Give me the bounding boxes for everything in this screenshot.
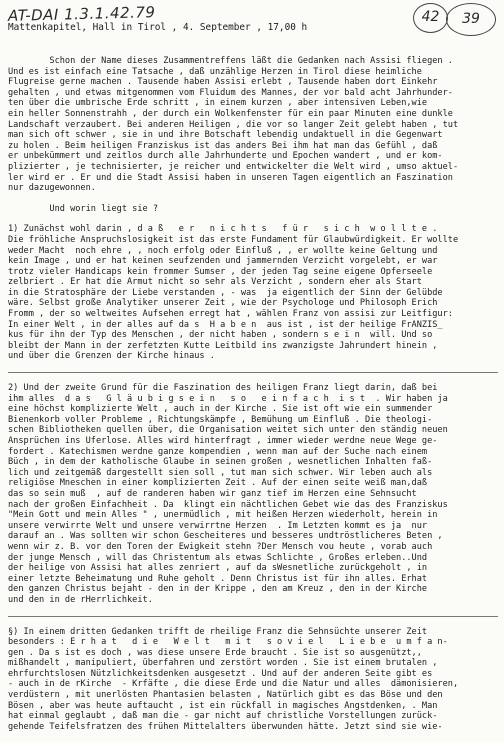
text-line: zu holen . Beim heiligen Franziskus ist das anders Bei ihm hat man das Gefühl , daß — [8, 140, 438, 151]
text-line: Schon der Name dieses Zusammentreffens läßt die Gedanken nach Assisi fliegen . — [8, 56, 453, 66]
paragraph-3 — [8, 224, 496, 362]
text-line: schen Bibliotheken quellen über, die Organisation weitet sich unter den ständig neuen — [8, 425, 448, 436]
text-line: eine höchst komplizierte Welt , auch in der Kirche . Sie ist oft wie ein summender — [8, 404, 433, 415]
text-line: kus für ihn der Typ des Menschen , der nicht haben , sondern s e i n will. Und so — [8, 330, 433, 341]
text-line: ehrfurchtslosen Nützlichkeitsdenken ausgesetzt . Und auf der anderen Seite gibt es — [8, 668, 433, 679]
text-line: Ansprüchen ins Uferlose. Alles wird hinterfragt , immer wieder werdne neue Wege ge- — [8, 436, 438, 446]
document-header-line: Mattenkapitel, Hall in Tirol , 4. September , 17,00 h — [8, 22, 308, 33]
text-line: weder Macht noch ehre , , noch erfolg oder Einfluß , , er wollte keine Geltung und — [8, 245, 438, 256]
handwritten-archive-signature: AT-DAI 1.3.1.42.79 — [7, 3, 156, 25]
text-line: man sich oft schwer , sie in und ihre Botschaft lebendig undaktuell in die Gegenwart — [8, 130, 443, 141]
text-line: zelbriert . Er hat die Armut nicht so sehr als Verzicht , sondern eher als Start — [8, 277, 422, 288]
text-line: hat einmal geglaubt , daß man die - gar nicht auf christliche Vorstellungen zurück- — [8, 711, 438, 722]
text-line: der heilige von Assisi hat alles zenriert , auf da sWesnetliche zurückgeholt , in — [8, 563, 428, 574]
text-line: §) In einem dritten Gedanken trifft de rheilige Franz die Sehnsüchte unserer Zeit — [8, 626, 428, 637]
paragraph-5 — [8, 627, 496, 733]
section-separator — [8, 372, 498, 373]
text-line: ihm alles d a s G l ä u b i g s e i n s o e i n f a c h i s t . Wir haben ja — [8, 393, 448, 404]
text-line: plizierter , je technisierter, je reicher und entwickelter die Welt wird , umso aktuel- — [8, 161, 459, 172]
text-line: 1) Zunächst wohl darin , d a ß e r n i c h t s f ü r s i c h w o l l t e . — [8, 224, 438, 235]
paragraph-4 — [8, 383, 496, 605]
text-line: fordert . Katechismen werdne ganze kompendien , wenn man auf der Suche nach einem — [8, 446, 428, 457]
text-line: 2) Und der zweite Grund für die Faszination des heiligen Franz liegt darin, daß bei — [8, 383, 438, 394]
text-line: gehalten , und etwas mitgenommen vom Fluidum des Mannes, der vor bald acht Jahrhunder- — [8, 87, 453, 98]
text-line: besonders : E r h a t d i e W e l t m i t s o v i e l L i e b e u m f a n- — [8, 637, 448, 648]
text-line: den ganzen Christus bejaht - den in der Krippe , den am Kreuz , den in der Kirche — [8, 584, 428, 595]
text-line: Landschaft verzaubert. Bei anderen Heiligen , die vor so langer Zeit gelebt haben , tut — [8, 119, 459, 130]
text-line: "Mein Gott und mein Alles " , unermüdlich , mit heißen Herzen wiederholt, herein in — [8, 510, 438, 521]
text-line: gen . Da s ist es doch , was diese unsere Erde braucht . Sie ist so ausgenützt,, — [8, 647, 422, 658]
text-line: nur dazugewonnen. — [8, 183, 96, 194]
text-line: ten über die umbrische Erde schritt , in einem kurzen , aber intensiven Leben,wie — [8, 98, 428, 109]
document-body — [8, 56, 496, 742]
text-line: lich und zeitgemäß dargestellt sien soll , tut man sich schwer. Wir leben auch als — [8, 467, 433, 478]
text-line: nach der großen Einfachheit . Da klingt ein nächtlichen Gebet wie das des Franziskus — [8, 499, 448, 510]
text-line: Bienenkorb voller Probleme , Richtungskämpfe , Bemühung um Einfluß . Die theologi- — [8, 414, 433, 425]
text-line: und den in de rHerrlichkeit. — [8, 594, 153, 605]
text-line: gehende Teifelsfratzen des frühen Mittelalters überwunden hätte. Jetzt sind sie wie- — [8, 721, 443, 732]
paragraph-1 — [8, 56, 496, 194]
circled-page-number-39: 39 — [446, 3, 496, 36]
text-line: Und worin liegt sie ? — [8, 203, 159, 214]
text-line: wäre. Selbst große Analytiker unserer Zeit , wie der Psychologe und Philosoph Erich — [8, 298, 438, 309]
text-line: kein Image , und er hat keinen seufzenden und jammernden Verzicht vorgelebt, er war — [8, 256, 438, 267]
text-line: und über die Grenzen der Kirche hinaus . — [8, 351, 215, 362]
text-line: der junge Mensch , will das Christentum als etwas Schlichte , Großes erleben..Und — [8, 552, 428, 563]
text-line: trotz vieler Handicaps kein frommer Sumser , der jeden Tag seine eigene Opferseele — [8, 266, 433, 277]
section-separator — [8, 616, 498, 617]
text-line: Flugreise gerne machen . Tausende haben Assisi erlebt , Tausende haben dort Einkehr — [8, 77, 438, 88]
text-line: Büch , in dem der katholische Glaube in seinen großen , wesnetlichen Inhalten faß- — [8, 457, 433, 468]
text-line: Und es ist einfach eine Tatsache , daß unzählige Herzen in Tirol diese heimliche — [8, 66, 422, 77]
paragraph-2 — [8, 204, 496, 215]
text-line: er unbekümmert und zeitlos durch alle Jahrhunderte und Epochen wandert , und er kom- — [8, 151, 443, 162]
text-line: religiöse Mneschen in einer komplizierten Zeit . Auf der einen seite weiß man,daß — [8, 478, 428, 489]
text-line: ein heller Sonnenstrahh , der durch ein Wolkenfenster für ein paar Minuten eine dunkle — [8, 108, 453, 119]
text-line: das so sein muß , auf de randeren haben wir ganz tief im Herzen eine Sehnsucht — [8, 488, 417, 499]
circled-page-number-42: 42 — [413, 3, 448, 33]
text-line: Bösen , aber was heute auftaucht , ist ein rückfall in magisches Angstdenken, . Man — [8, 700, 438, 711]
text-line: - auch in de rKirche - Krfäfte , die diese Erde und die Natur und alles dämonisieren, — [8, 679, 459, 690]
text-line: in die Stratosphäre der Liebe verstanden , - was ja eigentlich der Sinn der Gelübde — [8, 287, 443, 298]
text-line: verdüstern , mit unerlösten Phantasien belasten , Natürlich gibt es das Böse und den — [8, 690, 443, 701]
text-line: Die fröhliche Anspruchslosigkeit ist das erste Fundament für Glaubwürdigkeit. Er wollte — [8, 234, 459, 245]
text-line: unsere verwirrte Welt und unsere verwirrtne Herzen . Im Letzten kommt es ja nur — [8, 520, 428, 531]
text-line: Fromm , der so weltweites Aufsehen erregt hat , wählen Franz von assisi zur Leitfigur: — [8, 309, 453, 320]
text-line: bleibt der Mann in der zerfetzten Kutte Leitbild ins zwanzigste Jahrundert hinein , — [8, 340, 438, 351]
text-line: In einer Welt , in der alles auf da s H a b e n aus ist , ist der heilige FrANZIS_ — [8, 319, 443, 330]
text-line: einer letzte Beheimatung und Ruhe geholt . Denn Christus ist für ihn alles. Erhat — [8, 573, 428, 584]
text-line: ler wird er . Er und die Stadt Assisi haben in unseren Tagen eigentlich an Faszination — [8, 172, 453, 183]
text-line: wenn wir z. B. vor den Toren der Ewigkeit stehn ?Der Mensch vou heute , vorab auch — [8, 541, 433, 552]
text-line: darauf an . Was sollten wir schon Gescheiteres und besseres undtröstlicheres Beten , — [8, 531, 443, 542]
text-line: mißhandelt , manipuliert, überfahren und zerstört worden . Sie ist einem brutalen , — [8, 658, 438, 669]
